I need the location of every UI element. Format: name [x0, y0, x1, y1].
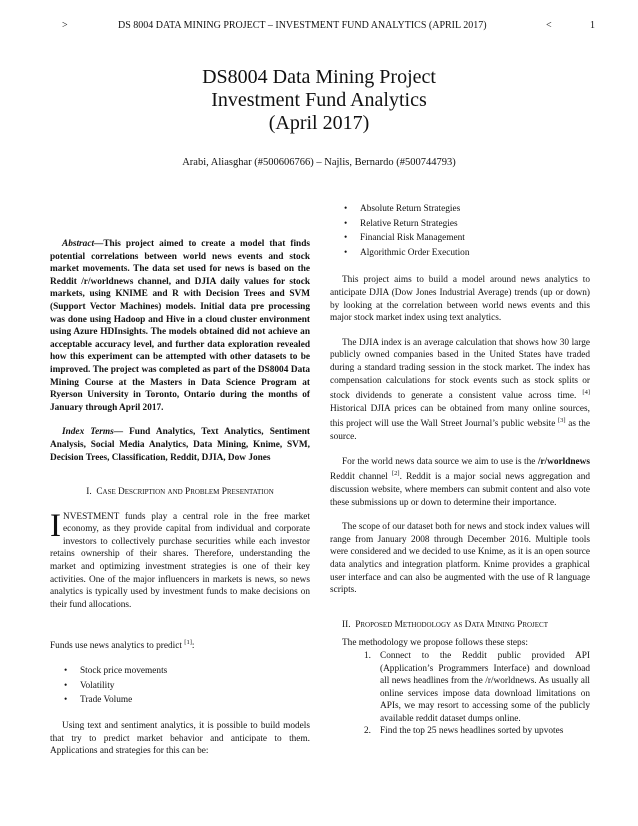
section-1-heading [50, 486, 310, 499]
section-2-number: II. [342, 619, 351, 630]
right-para-3: For the world news data source we aim to use is the /r/worldnews Reddit channel [2]. Reddit is a major social news aggregation and discussion website, where members can submit content and also vote these submissions up or down to determine their importance. [330, 456, 591, 508]
step-text: Find the top 25 news headlines sorted by upvotes [380, 726, 564, 737]
list-item: • Absolute Return Strategies [330, 203, 590, 216]
strategy-list [330, 203, 590, 259]
list-item [330, 650, 590, 726]
list-item: • Relative Return Strategies [330, 218, 590, 231]
header-right-mark: < [546, 20, 552, 31]
citation-1: [1] [184, 639, 192, 647]
citation-2: [2] [392, 470, 400, 478]
list-item: • Algorithmic Order Execution [330, 247, 590, 260]
page-number: 1 [590, 20, 595, 31]
right-column [330, 203, 590, 738]
right-para-4: The scope of our dataset both for news and stock index values will range from January 2008 through December 2016. Multiple tools were considered and we decided to use Knime, as it is an open source data analytics and integration platform. Knime provides a graphical user interface and can also be augmented with the use of R language scripts. [330, 522, 590, 596]
list-item: • Trade Volume [50, 694, 310, 707]
drop-cap: I [50, 507, 61, 544]
citation-4: [4] [582, 389, 590, 397]
title-line-2: Investment Fund Analytics [211, 89, 427, 111]
step-number: 2. [364, 726, 371, 737]
abstract-text: —This project aimed to create a model that finds potential correlations between world news events and stock market movements. The data set used for news is based on the Reddit /r/worldnews channel, and DJIA daily values for stock markets, using KNIME and R with Decision Trees and SVM (Support Vector Machines) models. Initial data pre processing was done using Hadoop and Hive in a cloud cluster environment using Azure HDInsights. The models obtained did not achieve an acceptable accuracy level, and further data exploration revealed how this experiment can be attempted with other datasets to be improved. The project was completed as part of the DS8004 Data Mining Course at the Masters in Data Science Program at Ryerson University in Toronto, Ontario during the months of January through April 2017. [50, 239, 310, 413]
section-2-title: Proposed Methodology as Data Mining Project [355, 619, 549, 630]
section-1-para-1 [50, 507, 310, 612]
header-running-title: DS 8004 DATA MINING PROJECT – INVESTMENT FUND ANALYTICS (APRIL 2017) [118, 20, 487, 31]
section-1-title: Case Description and Problem Presentation [96, 487, 274, 498]
section-2-intro: The methodology we propose follows these steps: [342, 638, 528, 649]
list-item [330, 725, 590, 738]
list-item: • Volatility [50, 680, 310, 693]
title-line-3: (April 2017) [268, 112, 370, 134]
section-2-heading [330, 619, 590, 632]
section-1-para-3: Using text and sentiment analytics, it is possible to build models that try to predict market behavior and anticipate to them. Applications and strategies for this can be: [50, 720, 310, 757]
index-terms [50, 426, 310, 464]
section-1-para-1-text: NVESTMENT funds play a central role in the free market economy, as they provide capital from individual and corporate investors to collectively purchase securities while each investor retains ownership of their shares. Therefore, understanding the market and optimizing investment strategies is one of their key activities. One of the major influencers in markets is news, so news analytics is typically used by investment funds to make decisions on their fund allocations. [50, 511, 310, 610]
list-item: • Financial Risk Management [330, 232, 590, 245]
step-number: 1. [364, 650, 371, 661]
index-terms-text: — Fund Analytics, Text Analytics, Sentiment Analysis, Social Media Analytics, Data Mining, Knime, SVM, Decision Trees, Classification, Reddit, DJIA, Dow Jones [50, 427, 310, 463]
index-terms-label: Index Terms [62, 427, 114, 438]
right-para-2: The DJIA index is an average calculation that shows how 30 large publicly owned companies based in the United States have traded during a standard trading session in the stock market. The index has compensation calculations for stock events such as stock splits or stock dividends to generate a consistent value across time. [4] Historical DJIA prices can be obtained from many online sources, this project will use the Wall Street Journal’s public website [3] as the source. [330, 337, 591, 443]
subreddit-name: /r/worldnews [537, 456, 590, 467]
title-line-1: DS8004 Data Mining Project [202, 66, 436, 88]
header-left-mark: > [62, 20, 68, 31]
paper-title [0, 66, 638, 135]
section-1-number: I. [86, 487, 92, 498]
predict-list [50, 665, 310, 707]
methodology-steps [330, 650, 590, 738]
list-item: • Stock price movements [50, 665, 310, 678]
authors: Arabi, Aliasghar (#500606766) – Najlis, Bernardo (#500744793) [182, 157, 456, 168]
abstract [50, 238, 310, 414]
left-column [50, 238, 310, 758]
citation-3: [3] [558, 417, 566, 425]
abstract-label: Abstract [62, 239, 95, 249]
step-text: Connect to the Reddit public provided API (Application’s Programmers Interface) and download all news headlines from the /r/worldnews. As usually all online services impose data download limitations on APIs, we may resort to accessing some of the publicly available reddit dataset dumps online. [380, 650, 590, 724]
section-1-para-2: Funds use news analytics to predict [1]: [50, 639, 195, 652]
right-para-1: This project aims to build a model around news analytics to anticipate DJIA (Dow Jones Industrial Average) trends (up or down) by looking at the correlation between world news events and this major stock market index using text analytics. [330, 275, 590, 324]
running-header [0, 20, 638, 36]
